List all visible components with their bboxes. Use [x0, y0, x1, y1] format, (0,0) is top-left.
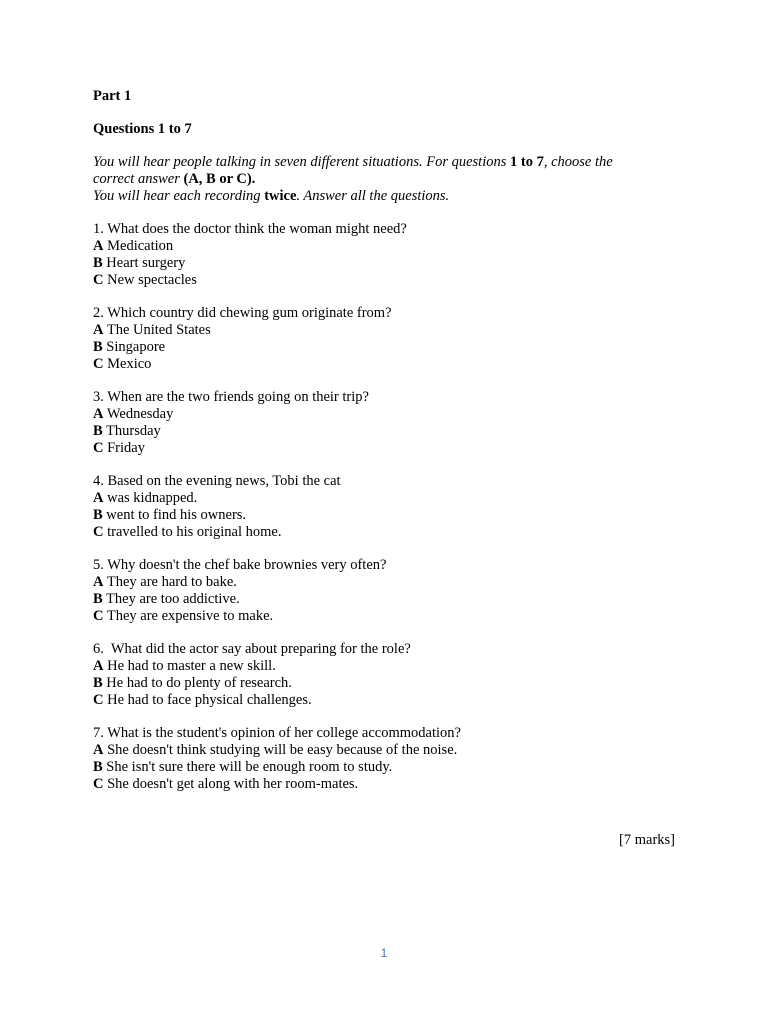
instructions-line-2 — [93, 171, 678, 188]
option-b — [93, 591, 678, 608]
page-number: 1 — [380, 946, 388, 960]
option-text: They are expensive to make. — [106, 608, 274, 624]
option-letter: C — [93, 440, 104, 456]
option-letter: B — [93, 591, 103, 607]
question-2 — [93, 305, 678, 373]
instructions-emphasis: 1 to 7 — [510, 154, 544, 170]
option-c — [93, 440, 678, 457]
option-letter: A — [93, 742, 104, 758]
instructions-emphasis: twice — [264, 188, 297, 204]
option-letter: A — [93, 658, 104, 674]
question-5 — [93, 557, 678, 625]
option-letter: B — [93, 255, 103, 271]
option-text: New spectacles — [107, 272, 197, 288]
question-text: 2. Which country did chewing gum originate from? — [93, 305, 392, 321]
option-text: was kidnapped. — [107, 490, 198, 506]
total-marks: [7 marks] — [619, 832, 675, 848]
option-letter: A — [93, 574, 104, 590]
option-text: Friday — [107, 440, 145, 456]
option-letter: B — [93, 759, 103, 775]
option-c — [93, 608, 678, 625]
option-b — [93, 675, 678, 692]
option-letter: C — [93, 524, 104, 540]
option-c — [93, 692, 678, 709]
questions-title: Questions 1 to 7 — [93, 121, 192, 137]
instructions-text: You will hear people talking in seven different situations. For questions — [93, 154, 510, 170]
question-7 — [93, 725, 678, 793]
option-b — [93, 507, 678, 524]
option-letter: C — [93, 608, 104, 624]
option-text: Medication — [107, 238, 174, 254]
option-text: travelled to his original home. — [107, 524, 282, 540]
option-b — [93, 759, 678, 776]
option-text: They are too addictive. — [106, 591, 240, 607]
option-a — [93, 574, 678, 591]
option-c — [93, 524, 678, 541]
option-text: Heart surgery — [106, 255, 186, 271]
instructions-emphasis: (A, B or C). — [183, 171, 256, 187]
option-text: He had to do plenty of research. — [106, 675, 292, 691]
option-a — [93, 490, 678, 507]
option-letter: A — [93, 490, 104, 506]
question-4 — [93, 473, 678, 541]
option-b — [93, 255, 678, 272]
option-c — [93, 356, 678, 373]
option-letter: B — [93, 675, 103, 691]
option-text: He had to master a new skill. — [107, 658, 276, 674]
option-text: She doesn't get along with her room-mates. — [107, 776, 359, 792]
option-a — [93, 406, 678, 423]
question-text: 4. Based on the evening news, Tobi the cat — [93, 473, 341, 489]
document-page — [93, 88, 678, 793]
option-text: went to find his owners. — [106, 507, 247, 523]
option-a — [93, 742, 678, 759]
option-c — [93, 776, 678, 793]
option-letter: B — [93, 423, 103, 439]
option-a — [93, 322, 678, 339]
question-3 — [93, 389, 678, 457]
part-title: Part 1 — [93, 88, 132, 104]
option-letter: C — [93, 272, 104, 288]
option-text: She isn't sure there will be enough room to study. — [106, 759, 393, 775]
option-letter: A — [93, 238, 104, 254]
option-letter: B — [93, 339, 103, 355]
instructions-line-3 — [93, 188, 678, 205]
question-text: 1. What does the doctor think the woman might need? — [93, 221, 407, 237]
instructions-line-1 — [93, 154, 678, 171]
option-text: She doesn't think studying will be easy because of the noise. — [107, 742, 458, 758]
option-a — [93, 658, 678, 675]
option-letter: A — [93, 406, 104, 422]
option-text: He had to face physical challenges. — [107, 692, 312, 708]
option-letter: C — [93, 356, 104, 372]
option-text: Wednesday — [106, 406, 174, 422]
option-a — [93, 238, 678, 255]
option-letter: A — [93, 322, 104, 338]
question-text: 3. When are the two friends going on their trip? — [93, 389, 369, 405]
option-text: Mexico — [107, 356, 152, 372]
option-c — [93, 272, 678, 289]
option-text: Thursday — [106, 423, 161, 439]
option-text: Singapore — [106, 339, 166, 355]
option-b — [93, 339, 678, 356]
instructions-text: correct answer — [93, 171, 184, 187]
question-text: 5. Why doesn't the chef bake brownies very often? — [93, 557, 387, 573]
option-letter: C — [93, 776, 104, 792]
option-letter: B — [93, 507, 103, 523]
question-text: 7. What is the student's opinion of her college accommodation? — [93, 725, 461, 741]
option-letter: C — [93, 692, 104, 708]
option-text: The United States — [106, 322, 211, 338]
option-text: They are hard to bake. — [106, 574, 237, 590]
question-6 — [93, 641, 678, 709]
instructions-text: . Answer all the questions. — [296, 188, 450, 204]
instructions-text: You will hear each recording — [93, 188, 265, 204]
question-text: 6. What did the actor say about preparing for the role? — [93, 641, 411, 657]
instructions — [93, 154, 678, 205]
option-b — [93, 423, 678, 440]
instructions-text: , choose the — [543, 154, 613, 170]
question-1 — [93, 221, 678, 289]
